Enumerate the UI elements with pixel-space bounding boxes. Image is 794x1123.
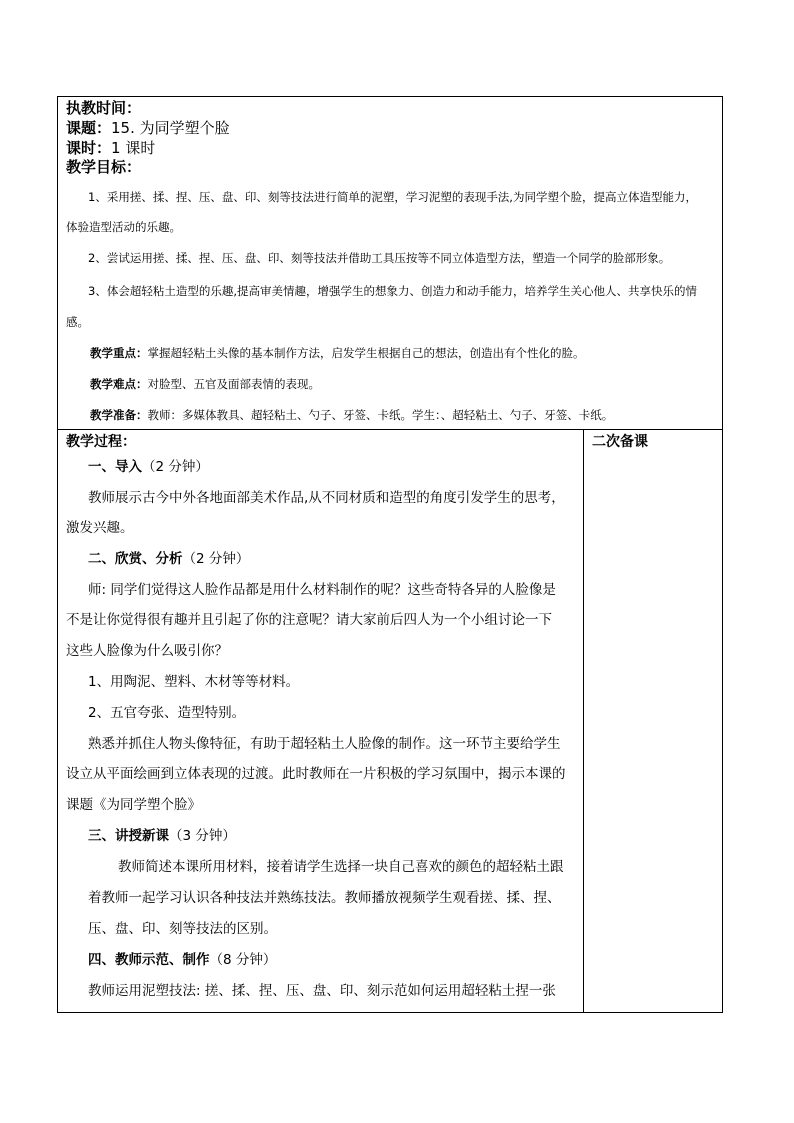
lesson-title-value: 15. 为同学塑个脸 bbox=[111, 119, 230, 137]
secondary-prep-heading: 二次备课 bbox=[592, 434, 648, 450]
lesson-plan-table bbox=[57, 96, 723, 1013]
section-2-line-5: 2、五官夸张、造型特别。 bbox=[88, 705, 246, 721]
lesson-title: 课题：15. 为同学塑个脸 bbox=[66, 119, 230, 137]
lesson-hours-value: 1 课时 bbox=[111, 139, 156, 157]
teaching-difficulty: 教学难点：对脸型、五官及面部表情的表现。 bbox=[90, 377, 320, 391]
section-3-heading: 三、讲授新课（3 分钟） bbox=[88, 828, 236, 844]
section-1-line-1: 教师展示古今中外各地面部美术作品,从不同材质和造型的角度引发学生的思考， bbox=[88, 490, 565, 506]
section-2-line-4: 1、用陶泥、塑料、木材等等材料。 bbox=[88, 674, 300, 690]
section-4-heading: 四、教师示范、制作（8 分钟） bbox=[88, 952, 277, 968]
process-heading: 教学过程： bbox=[66, 434, 136, 450]
section-2-line-6: 熟悉并抓住人物头像特征，有助于超轻粘土人脸像的制作。这一环节主要给学生 bbox=[88, 736, 561, 752]
goal-1-line-1: 1、采用搓、揉、捏、压、盘、印、刻等技法进行简单的泥塑，学习泥塑的表现手法,为同学塑个脸，提高立体造型能力， bbox=[88, 190, 697, 204]
goal-3-line-2: 感。 bbox=[66, 315, 89, 329]
process-section bbox=[58, 430, 722, 1012]
section-2-line-3: 这些人脸像为什么吸引你？ bbox=[66, 643, 228, 659]
section-2-line-2: 不是让你觉得很有趣并且引起了你的注意呢？请大家前后四人为一个小组讨论一下 bbox=[66, 612, 552, 628]
header-section bbox=[58, 97, 722, 430]
section-1-heading: 一、导入（2 分钟） bbox=[88, 459, 209, 475]
goal-2: 2、尝试运用搓、揉、捏、压、盘、印、刻等技法并借助工具压按等不同立体造型方法，塑造一个同学的脸部形象。 bbox=[88, 251, 671, 265]
section-3-line-1: 教师简述本课所用材料，接着请学生选择一块自己喜欢的颜色的超轻粘土跟 bbox=[118, 859, 564, 875]
lesson-hours: 课时：1 课时 bbox=[66, 139, 156, 157]
section-2-line-7: 设立从平面绘画到立体表现的过渡。此时教师在一片积极的学习氛围中，揭示本课的 bbox=[66, 766, 566, 782]
secondary-prep-column bbox=[584, 430, 722, 1012]
section-2-heading: 二、欣赏、分析（2 分钟） bbox=[88, 551, 250, 567]
section-4-line-1: 教师运用泥塑技法: 搓、揉、捏、压、盘、印、刻示范如何运用超轻粘土捏一张 bbox=[88, 983, 556, 999]
section-3-line-2: 着教师一起学习认识各种技法并熟练技法。教师播放视频学生观看搓、揉、捏、 bbox=[88, 890, 561, 906]
section-2-line-8: 课题《为同学塑个脸》 bbox=[66, 797, 201, 813]
goal-1-line-2: 体验造型活动的乐趣。 bbox=[66, 220, 181, 234]
teaching-preparation: 教学准备：教师：多媒体教具、超轻粘土、勺子、牙签、卡纸。学生：、超轻粘土、勺子、牙签、卡纸。 bbox=[90, 408, 614, 422]
section-3-line-3: 压、盘、印、刻等技法的区别。 bbox=[88, 921, 277, 937]
section-1-line-2: 激发兴趣。 bbox=[66, 520, 134, 536]
process-column bbox=[58, 430, 584, 1012]
teaching-focus: 教学重点：掌握超轻粘土头像的基本制作方法，启发学生根据自己的想法，创造出有个性化的脸。 bbox=[90, 346, 585, 360]
goals-heading: 教学目标： bbox=[66, 158, 142, 176]
teaching-time-label: 执教时间： bbox=[66, 99, 142, 117]
section-2-line-1: 师: 同学们觉得这人脸作品都是用什么材料制作的呢？这些奇特各异的人脸像是 bbox=[88, 582, 556, 598]
goal-3-line-1: 3、体会超轻粘土造型的乐趣,提高审美情趣，增强学生的想象力、创造力和动手能力，培养学生关心他人、共享快乐的情 bbox=[88, 284, 697, 298]
